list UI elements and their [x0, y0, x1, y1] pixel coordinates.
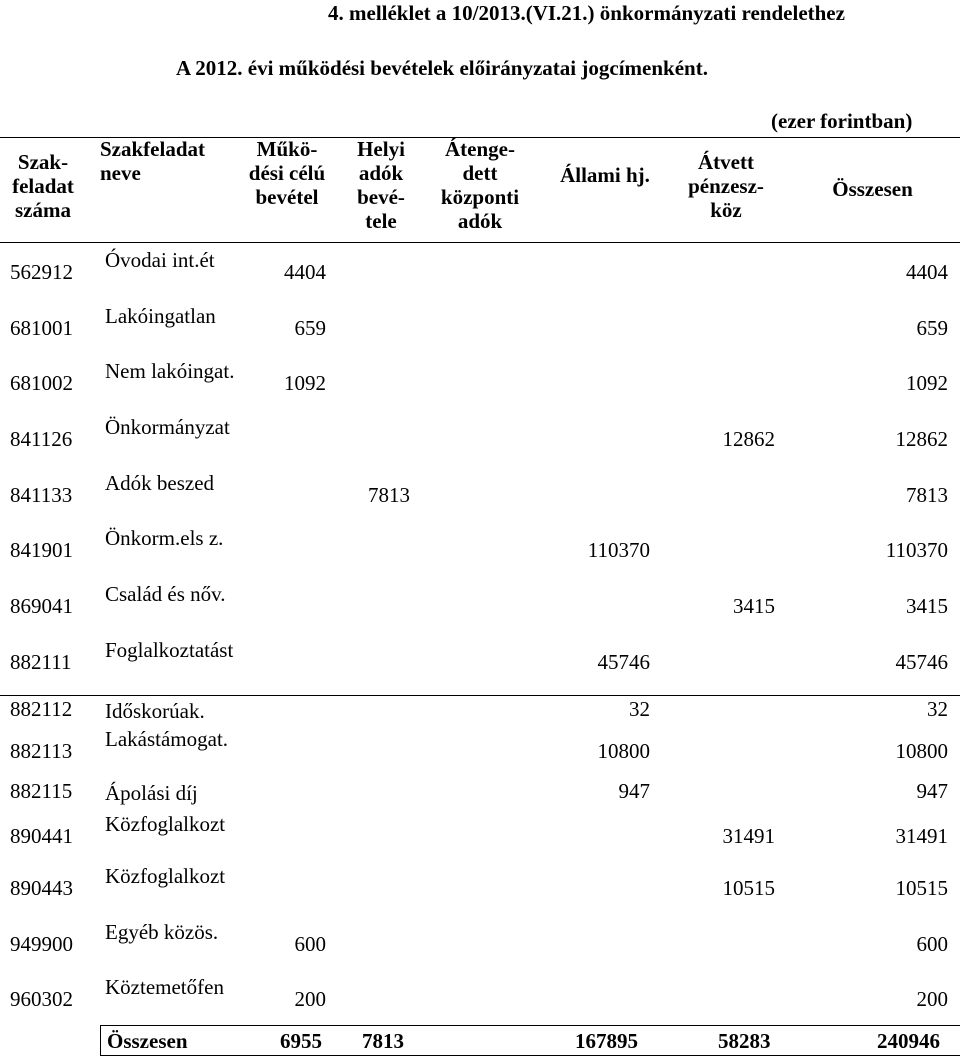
- header-bottom-line: [0, 242, 960, 243]
- row-name: Család és nőv.: [105, 582, 226, 606]
- row-code: 681001: [10, 316, 73, 340]
- row-total: 200: [916, 987, 948, 1011]
- row-name: Adók beszed: [105, 471, 215, 495]
- row-code: 841133: [10, 483, 73, 507]
- row-total: 4404: [906, 260, 948, 284]
- col-header-transfer: Átvett pénzesz-köz: [688, 150, 764, 223]
- row-state-aid: 45746: [597, 650, 650, 674]
- row-name: Lakástámogat.: [105, 727, 229, 751]
- row-operating: 1092: [284, 371, 326, 395]
- totals-total: 240946: [877, 1029, 940, 1053]
- col-header-local-tax: Helyi adók bevé-tele: [357, 137, 405, 234]
- totals-left-line: [100, 1025, 101, 1056]
- table-title: A 2012. évi működési bevételek előirányzatai jogcímenként.: [176, 56, 708, 80]
- totals-local-tax: 7813: [362, 1029, 404, 1053]
- totals-row-top-line: [100, 1025, 960, 1026]
- row-operating: 200: [294, 987, 326, 1011]
- row-code: 949900: [10, 932, 73, 956]
- totals-top-line: [0, 695, 960, 696]
- row-total: 31491: [895, 824, 948, 848]
- totals-row-bottom-line: [100, 1055, 960, 1056]
- row-state-aid: 110370: [587, 538, 650, 562]
- row-code: 841901: [10, 538, 73, 562]
- row-total: 947: [916, 779, 948, 803]
- row-name: Foglalkoztatást: [105, 638, 234, 662]
- row-state-aid: 10800: [597, 739, 650, 763]
- row-code: 882115: [10, 779, 73, 803]
- row-name: Közfoglalkozt: [105, 812, 226, 836]
- row-operating: 4404: [284, 260, 326, 284]
- col-header-operating: Műkö-dési célú bevétel: [248, 137, 326, 210]
- row-name: Lakóingatlan: [105, 304, 216, 328]
- row-name: Nem lakóingat.: [105, 359, 235, 383]
- row-name: Egyéb közös.: [105, 920, 219, 944]
- row-transfer: 3415: [733, 594, 775, 618]
- row-total: 7813: [906, 483, 948, 507]
- col-header-name: Szakfeladat neve: [100, 137, 205, 186]
- row-operating: 659: [294, 316, 326, 340]
- row-local-tax: 7813: [368, 483, 410, 507]
- row-name: Ápolási díj: [105, 781, 198, 805]
- row-transfer: 10515: [722, 876, 775, 900]
- row-operating: 600: [294, 932, 326, 956]
- row-total: 32: [927, 697, 948, 721]
- totals-label: Összesen: [107, 1029, 188, 1053]
- row-name: Önkormányzat: [105, 415, 230, 439]
- row-name: Időskorúak.: [105, 699, 205, 723]
- row-code: 882112: [10, 697, 73, 721]
- totals-transfer: 58283: [718, 1029, 771, 1053]
- row-code: 890443: [10, 876, 73, 900]
- row-name: Óvodai int.ét: [105, 248, 215, 272]
- row-total: 10800: [895, 739, 948, 763]
- row-code: 681002: [10, 371, 73, 395]
- row-code: 869041: [10, 594, 73, 618]
- row-code: 960302: [10, 987, 73, 1011]
- unit-note: (ezer forintban): [771, 109, 913, 133]
- row-total: 3415: [906, 594, 948, 618]
- totals-operating: 6955: [280, 1029, 322, 1053]
- row-total: 110370: [885, 538, 948, 562]
- col-header-transferred-tax: Átenge-dett központi adók: [440, 137, 520, 234]
- totals-state-aid: 167895: [575, 1029, 638, 1053]
- row-code: 890441: [10, 824, 73, 848]
- row-code: 562912: [10, 260, 73, 284]
- header-top-line-right: [770, 137, 960, 138]
- row-total: 1092: [906, 371, 948, 395]
- row-transfer: 12862: [722, 427, 775, 451]
- row-total: 659: [916, 316, 948, 340]
- col-header-code: Szak-feladat száma: [12, 150, 74, 223]
- row-code: 882111: [10, 650, 72, 674]
- row-name: Köztemetőfen: [105, 975, 224, 999]
- col-header-total: Összesen: [832, 177, 913, 201]
- row-code: 882113: [10, 739, 73, 763]
- row-code: 841126: [10, 427, 73, 451]
- annex-title: 4. melléklet a 10/2013.(VI.21.) önkormányzati rendelethez: [328, 1, 845, 25]
- row-total: 600: [916, 932, 948, 956]
- row-total: 10515: [895, 876, 948, 900]
- row-transfer: 31491: [722, 824, 775, 848]
- row-name: Önkorm.els z.: [105, 526, 224, 550]
- row-state-aid: 947: [618, 779, 650, 803]
- row-state-aid: 32: [629, 697, 650, 721]
- row-total: 45746: [895, 650, 948, 674]
- col-header-state-aid: Állami hj.: [560, 163, 650, 187]
- row-name: Közfoglalkozt: [105, 864, 226, 888]
- row-total: 12862: [895, 427, 948, 451]
